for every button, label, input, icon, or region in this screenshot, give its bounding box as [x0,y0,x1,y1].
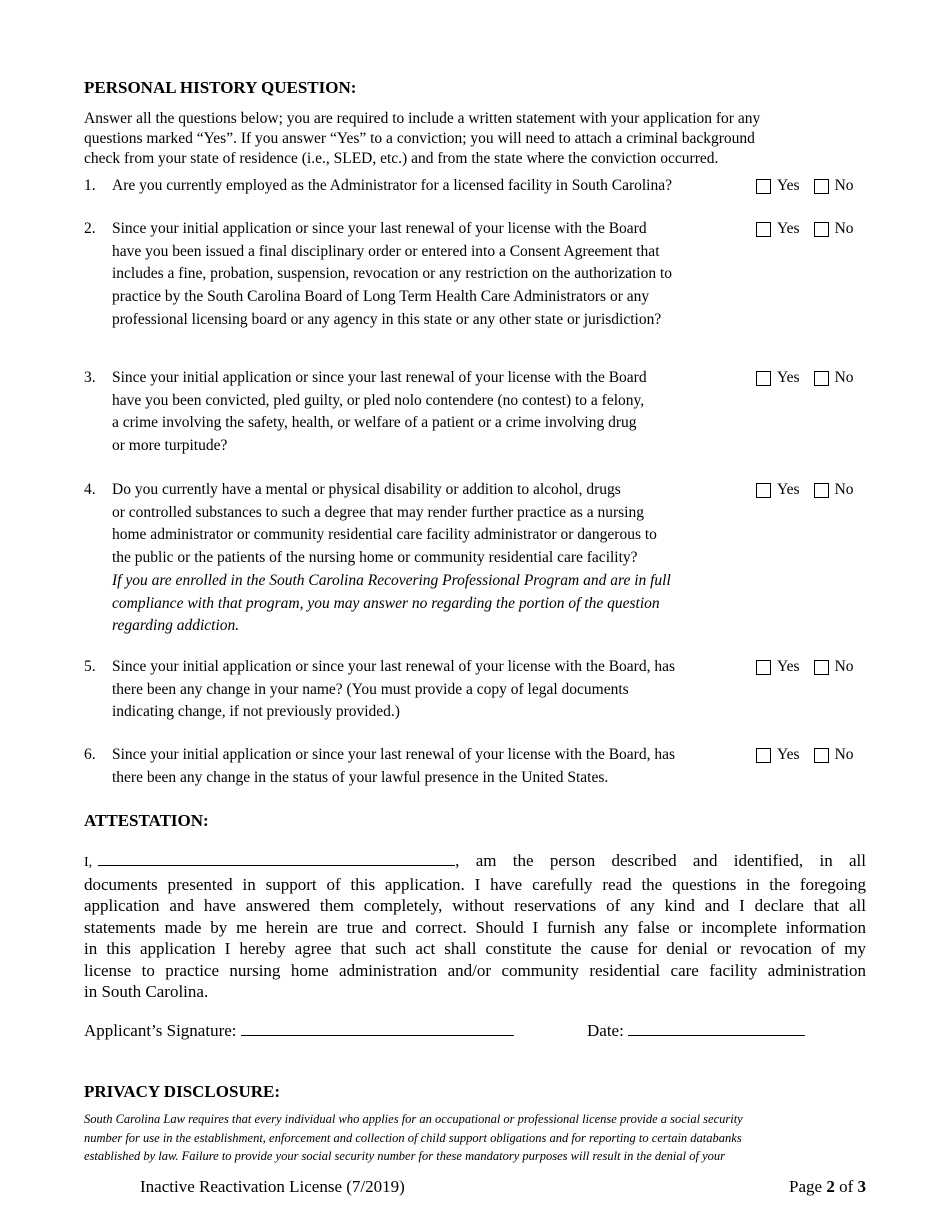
page-word: Page [789,1177,827,1196]
signature-label: Applicant’s Signature: [84,1021,241,1040]
privacy-line: South Carolina Law requires that every individual who applies for an occupational or professional license provide a social security [84,1112,743,1126]
question-note-line: If you are enrolled in the South Carolina Recovering Professional Program and are in full [112,571,671,589]
attestation-first-line [84,850,866,874]
no-label: No [834,658,854,675]
attestation-line: in this application I hereby agree that such act shall constitute the cause for denial or revocation of my [84,939,866,958]
question-6-text [112,744,742,789]
question-1-text [112,175,742,198]
footer-form-name: Inactive Reactivation License (7/2019) [140,1177,405,1196]
question-1-yes-option[interactable] [756,175,800,198]
footer-page-number [789,1176,866,1198]
no-label: No [834,177,854,194]
question-4-number: 4. [84,481,96,498]
question-6-number: 6. [84,746,96,763]
attestation-prefix: I, [84,855,93,870]
no-label: No [834,220,854,237]
yes-label: Yes [777,177,800,194]
question-2-yes-option[interactable] [756,218,800,241]
question-line: Since your initial application or since your last renewal of your license with the Board, has [112,746,676,763]
question-line: home administrator or community residential care facility administrator or dangerous to [112,526,657,544]
question-line: includes a fine, probation, suspension, revocation or any restriction on the authorization to [112,265,673,283]
question-line: have you been convicted, pled guilty, or pled nolo contendere (no contest) to a felony, [112,391,645,409]
question-5-text [112,656,742,724]
page-of: of [834,1177,858,1196]
intro-line: check from your state of residence (i.e., SLED, etc.) and from the state where the conviction occurred. [84,150,719,167]
question-4-text [112,479,742,638]
question-1-no-option[interactable] [814,175,854,198]
question-line: Since your initial application or since your last renewal of your license with the Board [112,369,647,386]
question-2-options [756,218,854,241]
question-line: a crime involving the safety, health, or welfare of a patient or a crime involving drug [112,414,637,432]
attestation-line: documents presented in support of this application. I have carefully read the questions in the foregoing [84,874,866,894]
question-1-no-checkbox[interactable] [814,179,829,194]
attestation-paragraph [84,850,866,1003]
section-heading-privacy: PRIVACY DISCLOSURE: [84,1082,281,1101]
question-4-yes-checkbox[interactable] [756,483,771,498]
question-3-number: 3. [84,369,96,386]
question-5-yes-checkbox[interactable] [756,660,771,675]
question-2-no-option[interactable] [814,218,854,241]
question-line: the public or the patients of the nursing home or community residential care facility? [112,549,638,567]
applicant-name-field[interactable] [98,850,455,866]
date-field[interactable] [628,1020,805,1036]
question-3-yes-option[interactable] [756,367,800,390]
question-5-no-checkbox[interactable] [814,660,829,675]
yes-label: Yes [777,220,800,237]
page-current: 2 [826,1177,835,1196]
question-1-number: 1. [84,177,96,194]
privacy-line: established by law. Failure to provide your social security number for these mandatory purposes will result in the denial of your [84,1149,726,1163]
page-total: 3 [857,1177,866,1196]
question-4-no-option[interactable] [814,479,854,502]
question-1-options [756,175,854,198]
question-5-options [756,656,854,679]
question-3-no-checkbox[interactable] [814,371,829,386]
question-line: professional licensing board or any agency in this state or any other state or jurisdiction? [112,310,662,328]
yes-label: Yes [777,481,800,498]
attestation-line: statements made by me herein are true and correct. Should I furnish any false or incomplete information [84,917,866,937]
attestation-line: in South Carolina. [84,982,209,1001]
intro-line: questions marked “Yes”. If you answer “Yes” to a conviction; you will need to attach a criminal background [84,130,755,147]
question-line: have you been issued a final disciplinary order or entered into a Consent Agreement that [112,242,660,260]
question-note-line: compliance with that program, you may answer no regarding the portion of the question [112,594,660,612]
section-heading-personal-history: PERSONAL HISTORY QUESTION: [84,78,357,97]
attestation-line: application and have answered them completely, without reservations of any kind and I declare that all [84,896,866,915]
question-line: Do you currently have a mental or physical disability or addition to alcohol, drugs [112,481,621,498]
question-6-options [756,744,854,767]
question-3-text [112,367,742,458]
attestation-line: license to practice nursing home administration and/or community residential care facility administration [84,960,866,980]
question-3-yes-checkbox[interactable] [756,371,771,386]
question-6-yes-option[interactable] [756,744,800,767]
question-line: there been any change in your name? (You must provide a copy of legal documents [112,680,629,698]
yes-label: Yes [777,658,800,675]
yes-label: Yes [777,369,800,386]
question-line: or controlled substances to such a degree that may render further practice as a nursing [112,503,644,521]
yes-label: Yes [777,746,800,763]
question-note-line: regarding addiction. [112,617,240,635]
intro-line: Answer all the questions below; you are required to include a written statement with your application for any [84,110,761,127]
question-1-yes-checkbox[interactable] [756,179,771,194]
question-line: Are you currently employed as the Administrator for a licensed facility in South Carolina? [112,177,672,194]
question-line: Since your initial application or since your last renewal of your license with the Board [112,220,647,237]
signature-row [84,1020,514,1042]
question-4-yes-option[interactable] [756,479,800,502]
question-line: there been any change in the status of your lawful presence in the United States. [112,768,609,786]
question-2-number: 2. [84,220,96,237]
privacy-paragraph [84,1110,826,1166]
date-row [587,1020,805,1042]
question-line: indicating change, if not previously provided.) [112,703,400,721]
question-3-no-option[interactable] [814,367,854,390]
question-line: Since your initial application or since your last renewal of your license with the Board, has [112,658,676,675]
attestation-first-line-suffix: , am the person described and identified, in all [455,851,866,870]
question-2-no-checkbox[interactable] [814,222,829,237]
question-3-options [756,367,854,390]
question-5-no-option[interactable] [814,656,854,679]
signature-field[interactable] [241,1020,514,1036]
question-line: practice by the South Carolina Board of Long Term Health Care Administrators or any [112,288,650,306]
no-label: No [834,481,854,498]
question-2-text [112,218,742,332]
question-4-no-checkbox[interactable] [814,483,829,498]
question-6-yes-checkbox[interactable] [756,748,771,763]
privacy-line: number for use in the establishment, enforcement and collection of child support obligations and for reporting to certain databanks [84,1130,742,1145]
no-label: No [834,746,854,763]
question-6-no-checkbox[interactable] [814,748,829,763]
section-heading-attestation: ATTESTATION: [84,811,209,830]
question-line: or more turpitude? [112,437,228,455]
question-2-yes-checkbox[interactable] [756,222,771,237]
intro-paragraph [84,109,844,169]
question-5-yes-option[interactable] [756,656,800,679]
date-label: Date: [587,1021,629,1040]
no-label: No [834,369,854,386]
question-4-options [756,479,854,502]
question-5-number: 5. [84,658,96,675]
question-6-no-option[interactable] [814,744,854,767]
